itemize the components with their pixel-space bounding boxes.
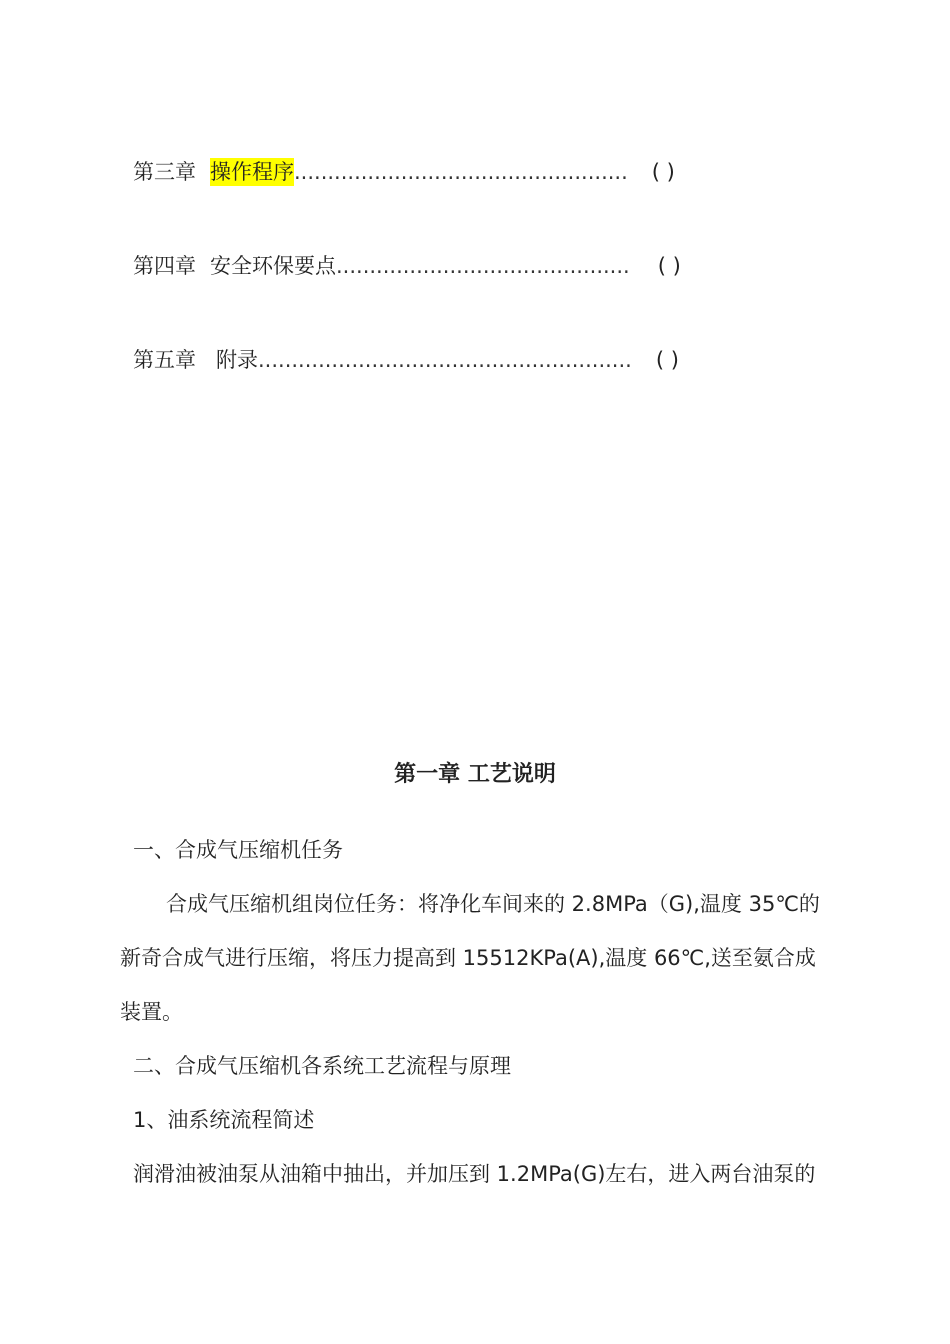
toc-page-ref: ( ) xyxy=(651,160,675,184)
toc-chapter-title: 附录 xyxy=(216,348,258,372)
toc-chapter-number: 第四章 xyxy=(133,254,196,278)
toc-entry-chapter-5[interactable] xyxy=(133,346,679,374)
section-heading-1: 一、合成气压缩机任务 xyxy=(133,838,343,862)
body-paragraph-line: 合成气压缩机组岗位任务：将净化车间来的 2.8MPa（G),温度 35℃的 xyxy=(166,892,820,916)
toc-chapter-number: 第三章 xyxy=(133,160,196,184)
toc-chapter-title: 操作程序 xyxy=(210,160,294,184)
toc-leader-dots: ........................................................ xyxy=(258,348,632,372)
toc-leader-dots: ............................................ xyxy=(336,254,630,278)
toc-page-ref: ( ) xyxy=(655,348,679,372)
toc-entry-chapter-4[interactable] xyxy=(133,252,681,280)
body-paragraph-line: 润滑油被油泵从油箱中抽出，并加压到 1.2MPa(G)左右，进入两台油泵的 xyxy=(133,1162,816,1186)
toc-chapter-title: 安全环保要点 xyxy=(210,254,336,278)
subsection-heading: 1、油系统流程简述 xyxy=(133,1108,315,1132)
chapter-heading: 第一章 工艺说明 xyxy=(394,762,556,787)
section-heading-2: 二、合成气压缩机各系统工艺流程与原理 xyxy=(133,1054,511,1078)
body-paragraph-line: 新奇合成气进行压缩，将压力提高到 15512KPa(A),温度 66℃,送至氨合成 xyxy=(120,946,816,970)
body-paragraph-line: 装置。 xyxy=(120,1000,183,1024)
toc-leader-dots: .................................................. xyxy=(294,160,628,184)
toc-entry-chapter-3[interactable] xyxy=(133,158,675,186)
toc-page-ref: ( ) xyxy=(657,254,681,278)
toc-chapter-number: 第五章 xyxy=(133,348,196,372)
